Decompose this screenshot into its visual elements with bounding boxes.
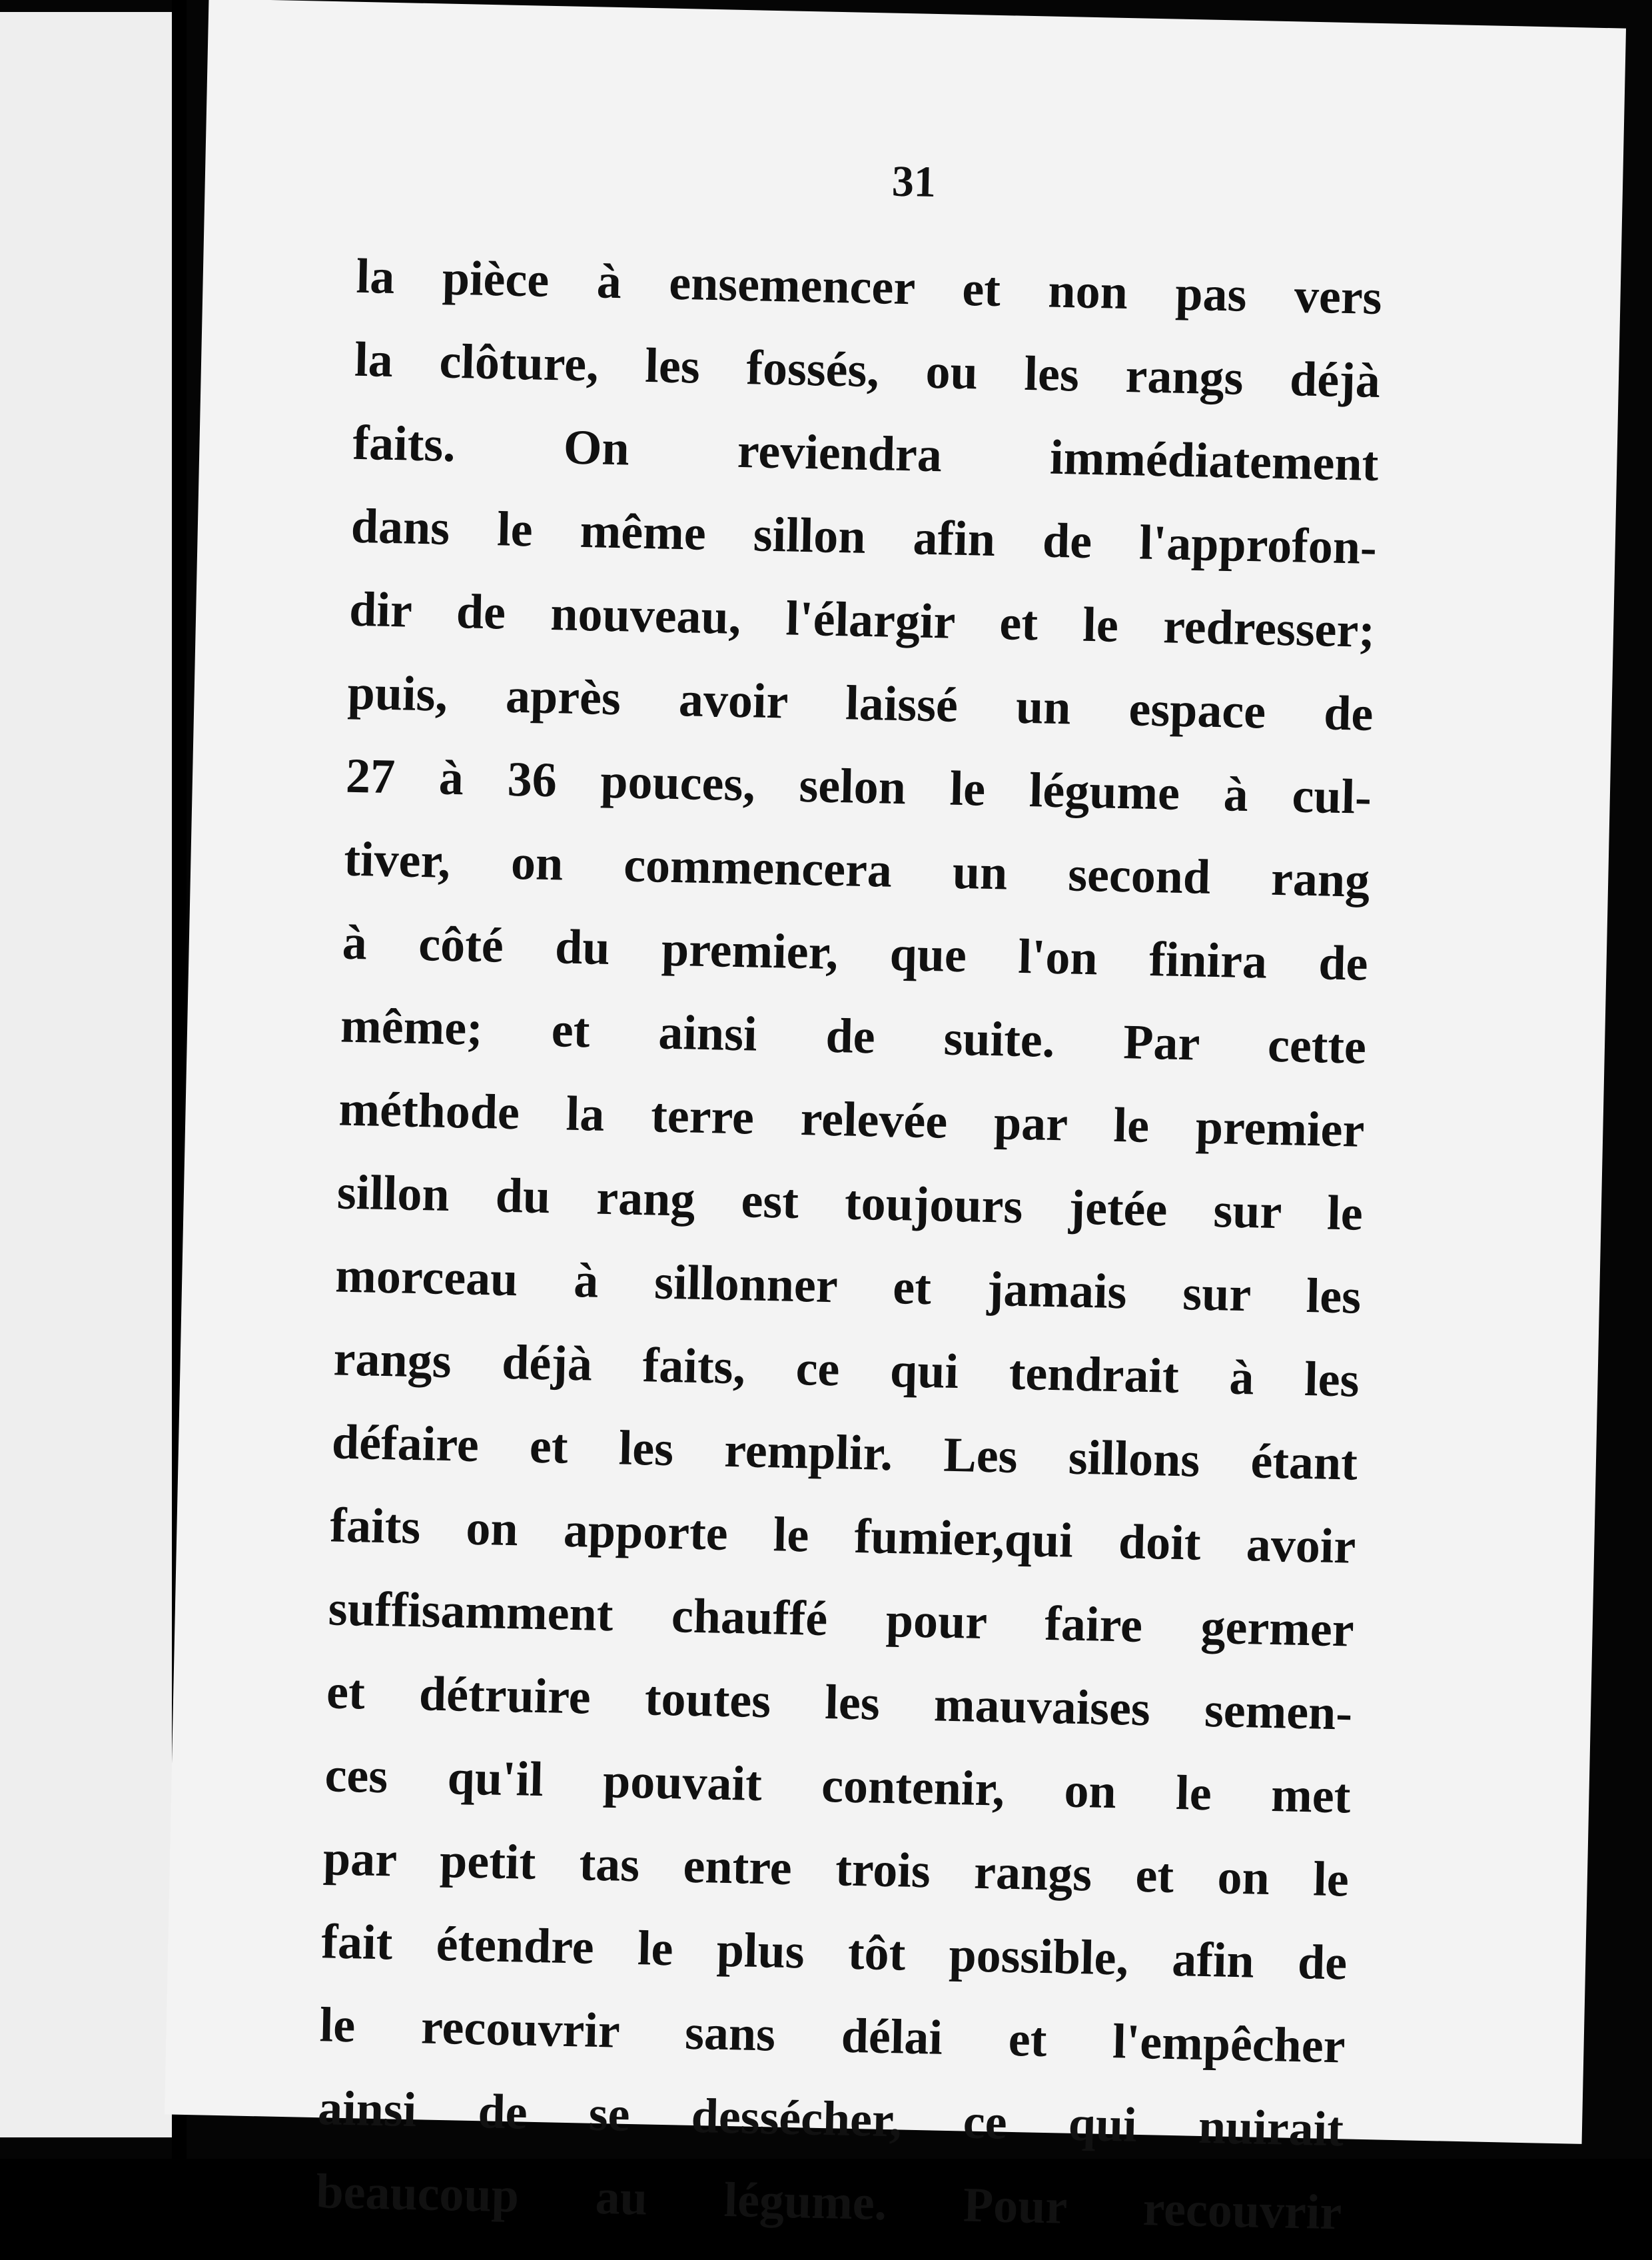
- book-page: [165, 0, 1626, 2241]
- text-line: ainsi de se dessécher, ce qui nuirait: [317, 2081, 1344, 2157]
- text-line: faits on apporte le fumier,qui doit avoir: [329, 1498, 1357, 1574]
- text-line: rangs déjà faits, ce qui tendrait à les: [332, 1331, 1360, 1408]
- text-line: beaucoup au légume. Pour recouvrir: [315, 2164, 1343, 2241]
- text-line: à côté du premier, que l'on finira de: [342, 915, 1369, 991]
- text-line: la clôture, les fossés, ou les rangs déjà: [354, 332, 1381, 409]
- text-line: dir de nouveau, l'élargir et le redresser;: [348, 582, 1376, 658]
- text-line: par petit tas entre trois rangs et on le: [322, 1831, 1350, 1908]
- text-line: tiver, on commencera un second rang: [343, 832, 1371, 908]
- text-line: ces qu'il pouvait contenir, on le met: [324, 1748, 1352, 1824]
- text-line: dans le même sillon afin de l'approfon-: [350, 498, 1378, 575]
- text-line: puis, après avoir laissé un espace de: [346, 665, 1374, 742]
- text-line: même; et ainsi de suite. Par cette: [340, 998, 1367, 1075]
- text-line: faits. On reviendra immédiatement: [352, 415, 1380, 492]
- text-line: fait étendre le plus tôt possible, afin de: [320, 1914, 1348, 1991]
- text-line: 27 à 36 pouces, selon le légume à cul-: [345, 748, 1372, 825]
- page-number: 31: [891, 157, 937, 207]
- page-body-text: [315, 235, 1382, 2255]
- text-line: sillon du rang est toujours jetée sur le: [336, 1165, 1364, 1241]
- text-line: défaire et les remplir. Les sillons étant: [331, 1414, 1358, 1491]
- facing-page-margin: [0, 12, 172, 2137]
- text-line: méthode la terre relevée par le premier: [338, 1081, 1366, 1158]
- text-line: suffisamment chauffé pour faire germer: [328, 1581, 1355, 1658]
- text-line: et détruire toutes les mauvaises semen-: [326, 1664, 1353, 1741]
- text-line: morceau à sillonner et jamais sur les: [334, 1248, 1362, 1325]
- text-line: la pièce à ensemencer et non pas vers: [355, 249, 1383, 326]
- text-line: le recouvrir sans délai et l'empêcher: [318, 1997, 1346, 2074]
